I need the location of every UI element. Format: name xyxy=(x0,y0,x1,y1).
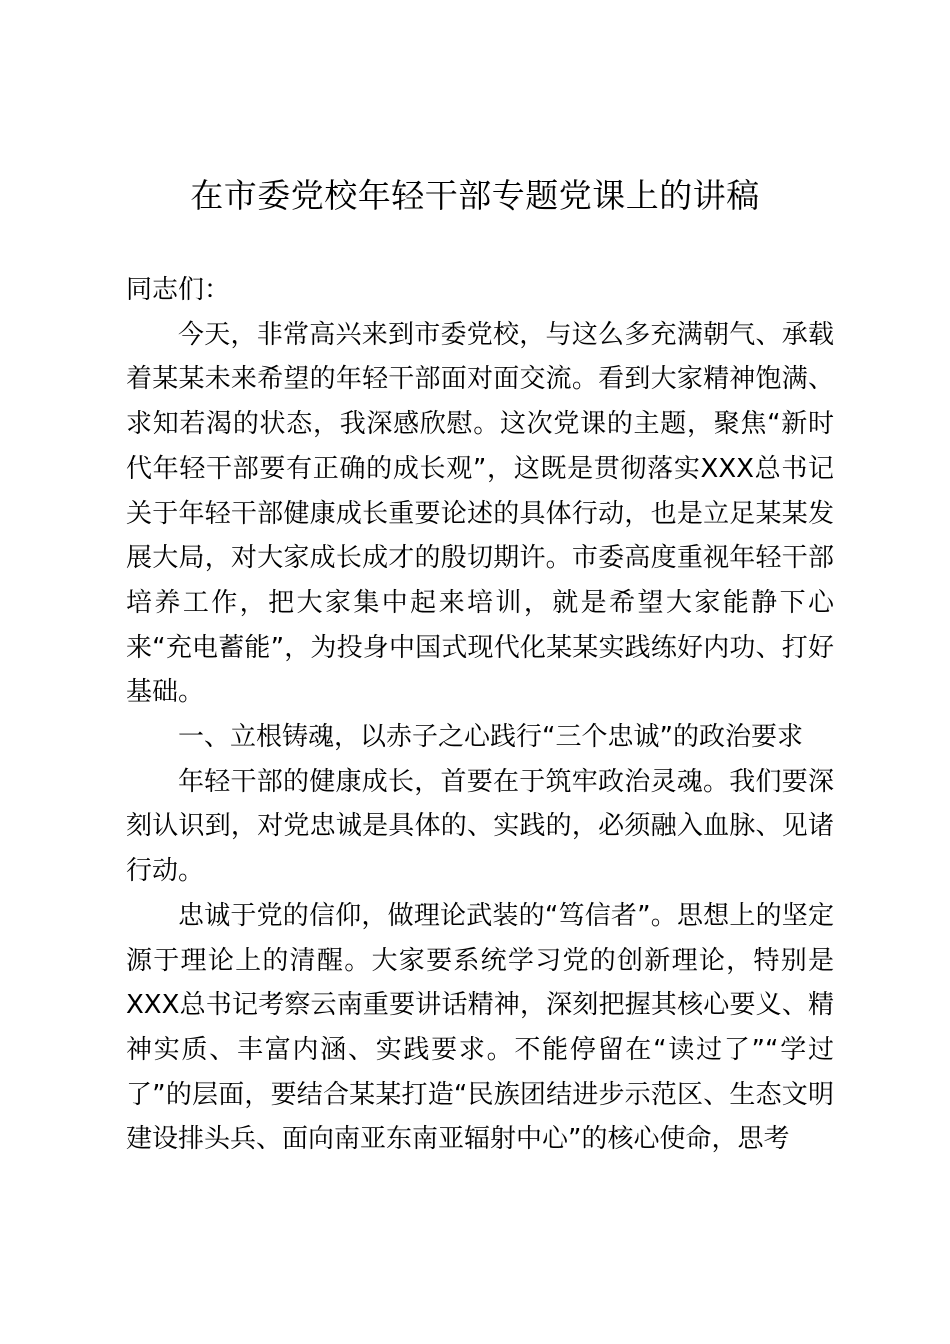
paragraph-section-1: 年轻干部的健康成长，首要在于筑牢政治灵魂。我们要深刻认识到，对党忠诚是具体的、实践的，必须融入血脉、见诸行动。 xyxy=(126,766,834,887)
document-body xyxy=(126,268,834,1162)
document-title: 在市委党校年轻干部专题党课上的讲稿 xyxy=(190,176,760,215)
section-heading-1: 一、立根铸魂，以赤子之心践行“三个忠诚”的政治要求 xyxy=(178,722,803,753)
paragraph-intro: 今天，非常高兴来到市委党校，与这么多充满朝气、承载着某某未来希望的年轻干部面对面交流。看到大家精神饱满、求知若渴的状态，我深感欣慰。这次党课的主题，聚焦“新时代年轻干部要有正确的成长观”，这既是贯彻落实XXX总书记关于年轻干部健康成长重要论述的具体行动，也是立足某某发展大局，对大家成长成才的殷切期许。市委高度重视年轻干部培养工作，把大家集中起来培训，就是希望大家能静下心来“充电蓄能”，为投身中国式现代化某某实践练好内功、打好基础。 xyxy=(126,319,834,708)
paragraph-section-2: 忠诚于党的信仰，做理论武装的“笃信者”。思想上的坚定源于理论上的清醒。大家要系统学习党的创新理论，特别是XXX总书记考察云南重要讲话精神，深刻把握其核心要义、精神实质、丰富内涵、实践要求。不能停留在“读过了”“学过了”的层面，要结合某某打造“民族团结进步示范区、生态文明建设排头兵、面向南亚东南亚辐射中心”的核心使命，思考 xyxy=(126,900,834,1155)
salutation: 同志们： xyxy=(126,275,231,305)
